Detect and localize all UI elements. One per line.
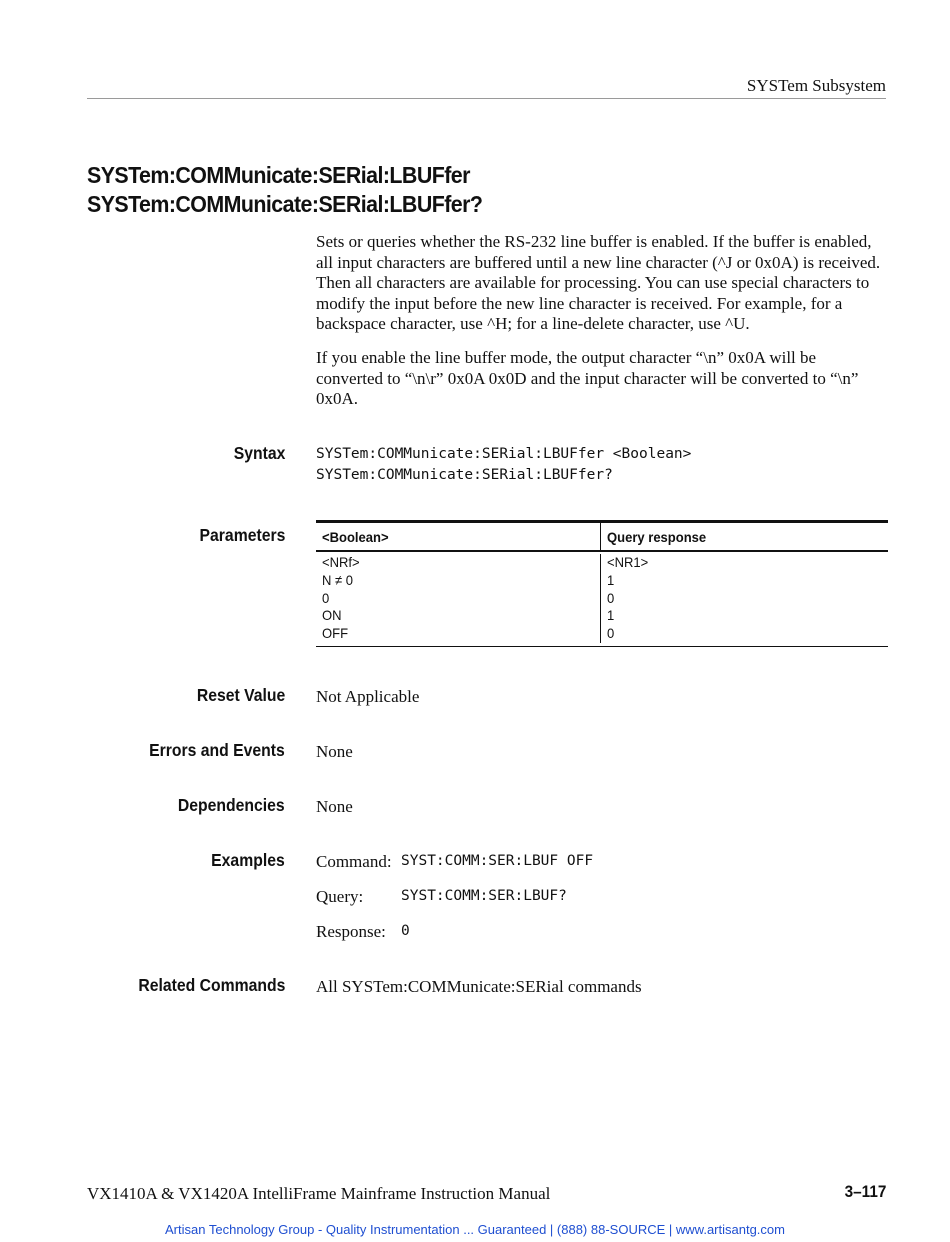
errors-events-label: Errors and Events [149,740,285,760]
example-command-value: SYST:COMM:SER:LBUF OFF [401,853,594,869]
table-cell: <NRf> [322,554,360,570]
footer-manual-title: VX1410A & VX1420A IntelliFrame Mainframe Instruction Manual [87,1184,551,1203]
errors-events-value: None [316,742,353,761]
dependencies-label: Dependencies [178,795,285,815]
running-header: SYSTem Subsystem [746,76,886,95]
syntax-line-query: SYSTem:COMMunicate:SERial:LBUFfer? [316,467,613,483]
table-cell: ON [322,607,342,624]
reset-value-label: Reset Value [196,685,285,705]
examples-label: Examples [211,850,285,870]
table-cell: 1 [607,571,615,588]
example-response-key: Response: [316,922,386,941]
page-number: 3–117 [844,1182,886,1201]
table-cell: 0 [322,589,330,606]
reset-value: Not Applicable [316,687,420,706]
command-title: SYSTem:COMMunicate:SERial:LBUFfer [87,162,470,188]
parameters-label: Parameters [199,525,285,545]
table-header-row [316,523,888,550]
table-body [316,552,888,646]
table-cell: 1 [607,607,615,624]
example-query-key: Query: [316,887,364,906]
table-bottom-rule [316,646,888,647]
example-command-key: Command: [316,852,392,871]
table-cell: OFF [322,625,349,642]
example-response-value: 0 [401,923,410,939]
column-header-query-response: Query response [607,529,707,545]
example-query-value: SYST:COMM:SER:LBUF? [401,888,567,904]
parameters-table [316,520,888,647]
syntax-label: Syntax [233,443,285,463]
footer-banner-link[interactable]: Artisan Technology Group - Quality Instrumentation ... Guaranteed | (888) 88-SOURCE | www.artisantg.com [165,1222,785,1237]
query-title: SYSTem:COMMunicate:SERial:LBUFfer? [87,191,483,217]
syntax-line-command: SYSTem:COMMunicate:SERial:LBUFfer <Boolean> [316,446,692,462]
table-cell: 0 [607,589,615,606]
related-commands-value: All SYSTem:COMMunicate:SERial commands [316,977,642,996]
dependencies-value: None [316,797,353,816]
table-cell: <NR1> [607,554,649,570]
related-commands-label: Related Commands [137,975,285,995]
table-cell: 0 [607,625,615,642]
header-rule [87,98,886,99]
line-buffer-paragraph: If you enable the line buffer mode, the output character “\n” 0x0A will be converted to “\n\r” 0x0A 0x0D and the input character will be converted to “\n” 0x0A. [316,348,859,408]
table-cell: N ≠ 0 [322,571,354,588]
column-header-boolean: <Boolean> [322,529,389,545]
description-paragraph: Sets or queries whether the RS-232 line buffer is enabled. If the buffer is enabled, all input characters are buffered until a new line character (^J or 0x0A) is received. Then all characters are available for processing. You can use special characters to modify the input before the new line character is received. For example, for a backspace character, use ^H; for a line-delete character, use ^U. [316,232,881,333]
